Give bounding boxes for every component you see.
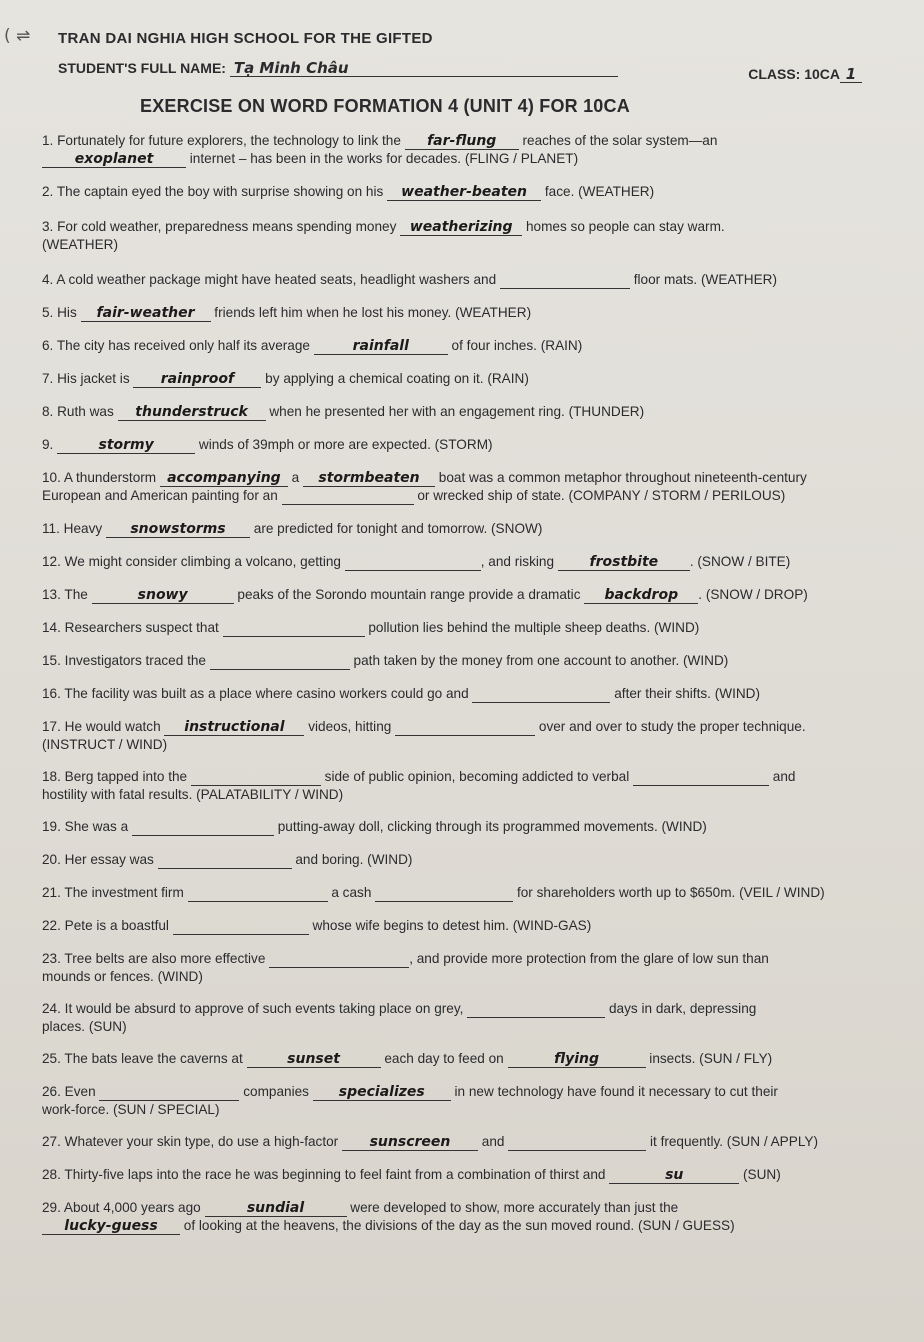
exercise-item [42, 818, 912, 836]
item-text: hostility with fatal results. (PALATABILITY / WIND) [42, 787, 344, 802]
school-name: TRAN DAI NGHIA HIGH SCHOOL FOR THE GIFTED [58, 30, 433, 47]
item-text: reaches of the solar system—an [518, 133, 718, 148]
item-text: a cash [327, 885, 376, 900]
item-text: pollution lies behind the multiple sheep deaths. (WIND) [364, 620, 700, 635]
class-value[interactable]: 1 [840, 66, 862, 83]
exercise-item [42, 718, 912, 753]
answer-blank-filled[interactable]: lucky-guess [42, 1218, 180, 1235]
student-name-value[interactable]: Tạ Minh Châu [230, 60, 618, 77]
item-text: putting-away doll, clicking through its programmed movements. (WIND) [273, 819, 707, 834]
answer-blank-filled[interactable]: sunscreen [342, 1134, 478, 1151]
item-text: 14. Researchers suspect that [42, 620, 223, 635]
item-text: and boring. (WIND) [291, 852, 413, 867]
answer-blank-filled[interactable]: weather-beaten [387, 184, 541, 201]
item-text: and [477, 1134, 509, 1149]
item-text: 28. Thirty-five laps into the race he was beginning to feel faint from a combination of thirst and [42, 1167, 610, 1182]
item-text: 9. [42, 437, 58, 452]
item-text: 21. The investment firm [42, 885, 188, 900]
student-name-row [58, 60, 618, 77]
answer-blank-filled[interactable]: rainfall [314, 338, 448, 355]
item-text: , and risking [480, 554, 558, 569]
answer-blank[interactable] [158, 852, 292, 869]
exercise-item [42, 403, 912, 421]
item-text: 5. His [42, 305, 81, 320]
item-text: 1. Fortunately for future explorers, the technology to link the [42, 133, 405, 148]
exercise-item [42, 304, 912, 322]
exercise-title: EXERCISE ON WORD FORMATION 4 (UNIT 4) FOR 10CA [140, 96, 630, 116]
answer-blank-filled[interactable]: stormbeaten [303, 470, 435, 487]
exercise-item [42, 1083, 912, 1118]
exercise-list [42, 132, 912, 1235]
item-text: floor mats. (WEATHER) [629, 272, 777, 287]
item-text: each day to feed on [380, 1051, 508, 1066]
item-text: (SUN) [739, 1167, 781, 1182]
item-text: path taken by the money from one account to another. (WIND) [349, 653, 729, 668]
item-text: after their shifts. (WIND) [610, 686, 761, 701]
answer-blank[interactable] [500, 272, 630, 289]
item-text: days in dark, depressing [605, 1001, 757, 1016]
item-text: videos, hitting [304, 719, 396, 734]
student-name-label: STUDENT'S FULL NAME: [58, 60, 226, 76]
item-text: 25. The bats leave the caverns at [42, 1051, 247, 1066]
item-text: companies [239, 1084, 313, 1099]
exercise-item [42, 768, 912, 803]
answer-blank[interactable] [188, 885, 328, 902]
item-text: 2. The captain eyed the boy with surprise showing on his [42, 184, 388, 199]
item-text: 6. The city has received only half its average [42, 338, 314, 353]
exercise-item [42, 950, 912, 985]
answer-blank-filled[interactable]: specializes [313, 1084, 451, 1101]
item-text: when he presented her with an engagement ring. (THUNDER) [265, 404, 645, 419]
exercise-item [42, 685, 912, 703]
exercise-item [42, 1166, 912, 1184]
item-text: 17. He would watch [42, 719, 165, 734]
answer-blank-filled[interactable]: rainproof [133, 371, 261, 388]
item-text: (INSTRUCT / WIND) [42, 737, 168, 752]
item-text: peaks of the Sorondo mountain range provide a dramatic [233, 587, 585, 602]
item-text: 10. A thunderstorm [42, 470, 160, 485]
item-text: or wrecked ship of state. (COMPANY / STORM / PERILOUS) [413, 488, 786, 503]
answer-blank-filled[interactable]: sunset [247, 1051, 381, 1068]
exercise-item [42, 132, 912, 168]
answer-blank[interactable] [375, 885, 513, 902]
item-text: were developed to show, more accurately than just the [346, 1200, 679, 1215]
class-row [748, 66, 862, 83]
item-text: work-force. (SUN / SPECIAL) [42, 1102, 220, 1117]
exercise-item [42, 619, 912, 637]
item-text: 24. It would be absurd to approve of such events taking place on grey, [42, 1001, 468, 1016]
answer-blank-filled[interactable]: thunderstruck [118, 404, 266, 421]
answer-blank-filled[interactable]: far-flung [405, 133, 519, 150]
answer-blank-filled[interactable]: sundial [205, 1200, 347, 1217]
answer-blank[interactable] [191, 769, 321, 786]
item-text: are predicted for tonight and tomorrow. (SNOW) [249, 521, 543, 536]
answer-blank[interactable] [173, 918, 309, 935]
exercise-item [42, 851, 912, 869]
answer-blank[interactable] [633, 769, 769, 786]
item-text: internet – has been in the works for decades. (FLING / PLANET) [186, 151, 579, 166]
corner-mark: ( ⇌ [4, 26, 31, 46]
answer-blank-filled[interactable]: snowstorms [106, 521, 250, 538]
answer-blank-filled[interactable]: fair-weather [81, 305, 211, 322]
exercise-item [42, 1199, 912, 1235]
answer-blank-filled[interactable]: flying [508, 1051, 646, 1068]
class-label: CLASS: 10CA [748, 66, 840, 82]
item-text: . (SNOW / BITE) [689, 554, 791, 569]
item-text: 19. She was a [42, 819, 132, 834]
item-text: side of public opinion, becoming addicted to verbal [320, 769, 633, 784]
item-text: friends left him when he lost his money. (WEATHER) [210, 305, 532, 320]
item-text: 13. The [42, 587, 92, 602]
item-text: 29. About 4,000 years ago [42, 1200, 205, 1215]
exercise-item [42, 520, 912, 538]
item-text: 16. The facility was built as a place where casino workers could go and [42, 686, 473, 701]
item-text: 22. Pete is a boastful [42, 918, 173, 933]
answer-blank[interactable] [210, 653, 350, 670]
item-text: of looking at the heavens, the divisions of the day as the sun moved round. (SUN / GUESS) [180, 1218, 735, 1233]
item-text: and [769, 769, 796, 784]
answer-blank-filled[interactable]: exoplanet [42, 151, 186, 168]
item-text: 3. For cold weather, preparedness means spending money [42, 219, 401, 234]
item-text: . (SNOW / DROP) [698, 587, 808, 602]
answer-blank[interactable] [467, 1001, 605, 1018]
item-text: insects. (SUN / FLY) [645, 1051, 773, 1066]
answer-blank[interactable] [345, 554, 481, 571]
exercise-item [42, 469, 912, 505]
exercise-item [42, 1133, 912, 1151]
exercise-item [42, 271, 912, 289]
exercise-item [42, 917, 912, 935]
item-text: a [287, 470, 304, 485]
exercise-item [42, 183, 912, 201]
exercise-item [42, 553, 912, 571]
answer-blank[interactable] [472, 686, 610, 703]
item-text: 11. Heavy [42, 521, 106, 536]
item-text: in new technology have found it necessary to cut their [450, 1084, 778, 1099]
item-text: 18. Berg tapped into the [42, 769, 191, 784]
answer-blank-filled[interactable]: accompanying [160, 470, 288, 487]
item-text: boat was a common metaphor throughout nineteenth-century [435, 470, 807, 485]
item-text: 23. Tree belts are also more effective [42, 951, 270, 966]
exercise-item [42, 884, 912, 902]
answer-blank[interactable] [223, 620, 365, 637]
item-text: face. (WEATHER) [541, 184, 655, 199]
exercise-item [42, 652, 912, 670]
exercise-item [42, 586, 912, 604]
answer-blank-filled[interactable]: stormy [57, 437, 195, 454]
item-text: 4. A cold weather package might have heated seats, headlight washers and [42, 272, 500, 287]
item-text: of four inches. (RAIN) [447, 338, 583, 353]
item-text: places. (SUN) [42, 1019, 127, 1034]
item-text: by applying a chemical coating on it. (RAIN) [261, 371, 529, 386]
item-text: 12. We might consider climbing a volcano, getting [42, 554, 345, 569]
item-text: 20. Her essay was [42, 852, 158, 867]
answer-blank-filled[interactable]: su [609, 1167, 739, 1184]
answer-blank-filled[interactable]: backdrop [584, 587, 698, 604]
exercise-item [42, 1000, 912, 1035]
answer-blank[interactable] [395, 719, 535, 736]
answer-blank[interactable] [282, 488, 414, 505]
item-text: for shareholders worth up to $650m. (VEIL / WIND) [513, 885, 825, 900]
item-text: European and American painting for an [42, 488, 282, 503]
item-text: (WEATHER) [42, 237, 119, 252]
answer-blank-filled[interactable]: frostbite [558, 554, 690, 571]
answer-blank-filled[interactable]: instructional [164, 719, 304, 736]
exercise-item [42, 337, 912, 355]
answer-blank-filled[interactable]: weatherizing [400, 219, 522, 236]
exercise-item [42, 370, 912, 388]
item-text: 27. Whatever your skin type, do use a high-factor [42, 1134, 342, 1149]
item-text: 26. Even [42, 1084, 100, 1099]
item-text: 8. Ruth was [42, 404, 118, 419]
item-text: whose wife begins to detest him. (WIND-GAS) [308, 918, 592, 933]
exercise-item [42, 436, 912, 454]
answer-blank-filled[interactable]: snowy [92, 587, 234, 604]
item-text: homes so people can stay warm. [522, 219, 725, 234]
item-text: 15. Investigators traced the [42, 653, 210, 668]
item-text: over and over to study the proper technique. [535, 719, 806, 734]
answer-blank[interactable] [508, 1134, 646, 1151]
item-text: it frequently. (SUN / APPLY) [646, 1134, 818, 1149]
answer-blank[interactable] [132, 819, 274, 836]
item-text: , and provide more protection from the glare of low sun than [409, 951, 769, 966]
exercise-item [42, 218, 912, 253]
item-text: winds of 39mph or more are expected. (STORM) [195, 437, 493, 452]
item-text: 7. His jacket is [42, 371, 134, 386]
item-text: mounds or fences. (WIND) [42, 969, 203, 984]
answer-blank[interactable] [99, 1084, 239, 1101]
exercise-item [42, 1050, 912, 1068]
answer-blank[interactable] [269, 951, 409, 968]
